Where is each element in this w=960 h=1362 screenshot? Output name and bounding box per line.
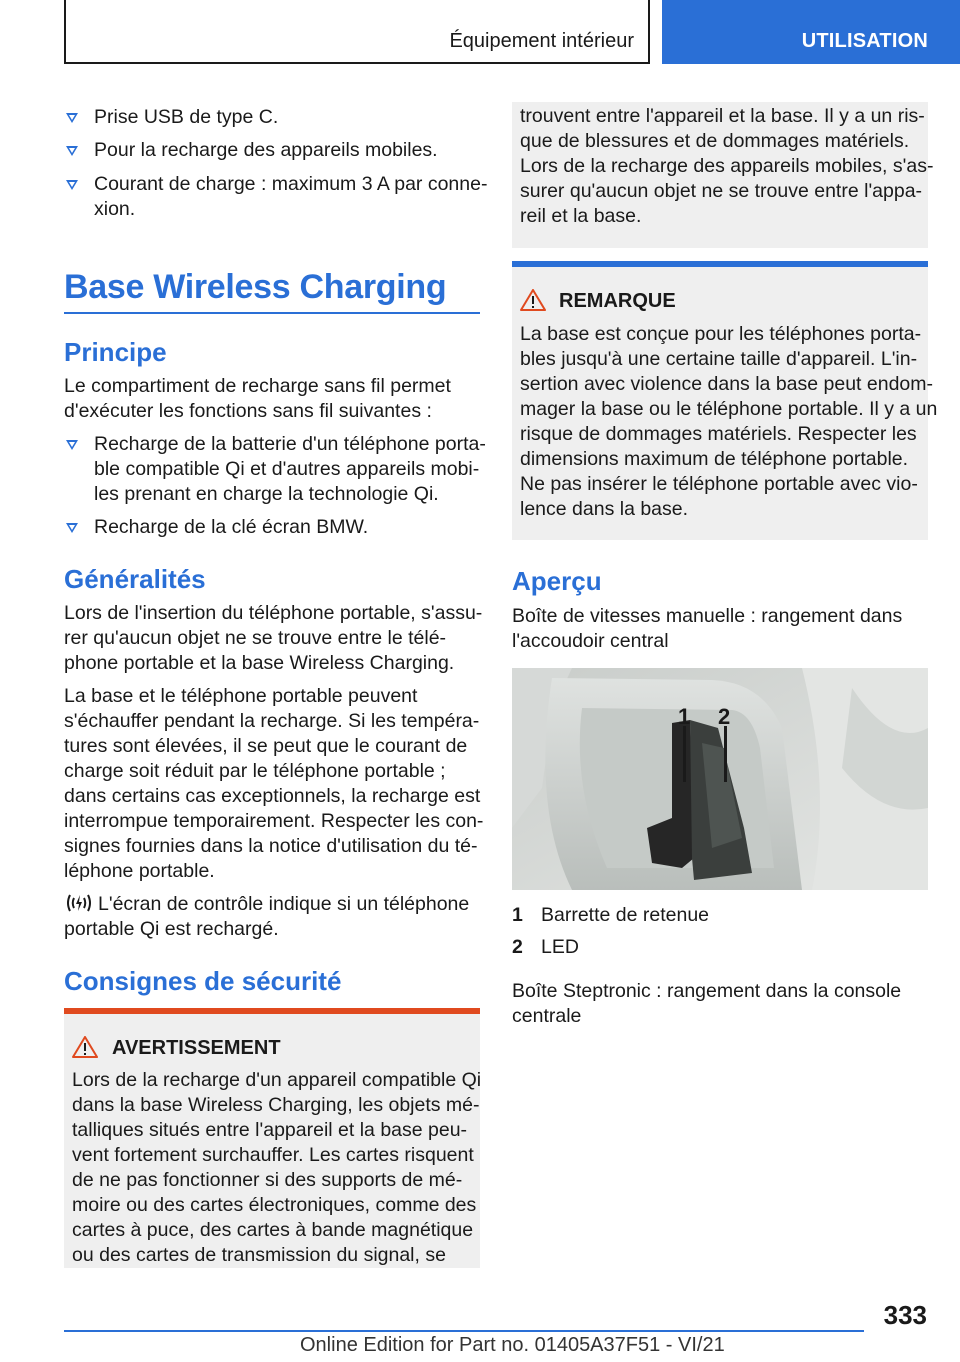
heading-securite: Consignes de sécurité (64, 966, 342, 996)
apercu-line-2: l'accoudoir central (512, 630, 669, 652)
principe-bullet1-line2: ble compatible Qi et d'autres appareils mobi- (94, 458, 480, 480)
generalites-p1-l3: phone portable et la base Wireless Charging. (64, 652, 455, 674)
header-section-title: UTILISATION (801, 30, 928, 52)
header-chapter-title: Équipement intérieur (449, 30, 634, 52)
apercu-line-1: Boîte de vitesses manuelle : rangement dans (512, 605, 903, 627)
generalites-p2-l3: tures sont élevées, il se peut que le courant de (64, 735, 468, 757)
warning-bar (64, 1008, 480, 1014)
icon-text-line2: portable Qi est rechargé. (64, 918, 279, 940)
warning-title: AVERTISSEMENT (112, 1037, 281, 1059)
principe-line-1: Le compartiment de recharge sans fil permet (64, 375, 451, 397)
heading-generalites: Généralités (64, 564, 206, 594)
warning-line-1: Lors de la recharge d'un appareil compatible Qi (72, 1069, 482, 1091)
usb-bullet-3-cont: xion. (94, 198, 136, 220)
note-line-6: dimensions maximum de téléphone portable. (520, 448, 909, 470)
heading-apercu: Aperçu (512, 566, 602, 596)
warning-line-3: talliques situés entre l'appareil et la base peu- (72, 1119, 468, 1141)
icon-text-line1: L'écran de contrôle indique si un téléphone (98, 893, 470, 915)
warning-cont-line-4: surer qu'aucun objet ne se trouve entre l'appa- (520, 180, 923, 202)
generalites-p2-l4: charge soit réduit par le téléphone portable ; (64, 760, 446, 782)
usb-bullet-1: Prise USB de type C. (94, 106, 279, 128)
footer-edition: Online Edition for Part no. 01405A37F51 - VI/21 (300, 1334, 725, 1356)
note-line-3: sertion avec violence dans la base peut endom- (520, 373, 934, 395)
note-bar (512, 261, 928, 267)
warning-cont-line-1: trouvent entre l'appareil et la base. Il y a un ris- (520, 105, 925, 127)
note-line-8: lence dans la base. (520, 498, 689, 520)
warning-line-4: vent fortement surchauffer. Les cartes risquent (72, 1144, 474, 1166)
bullet-triangle-icon (66, 523, 78, 533)
bullet-triangle-icon (66, 440, 78, 450)
footer-rule (64, 1330, 864, 1332)
note-line-2: bles jusqu'à une certaine taille d'appareil. L'in- (520, 348, 918, 370)
bullet-triangle-icon (66, 146, 78, 156)
principe-bullet1-line3: les prenant en charge la technologie Qi. (94, 483, 439, 505)
header-section-box (662, 0, 960, 64)
legend-num-1: 1 (512, 904, 523, 926)
legend-num-2: 2 (512, 936, 523, 958)
warning-line-7: cartes à puce, des cartes à bande magnétique (72, 1219, 474, 1241)
steptronic-line-2: centrale (512, 1005, 582, 1027)
armrest-storage-photo (512, 668, 928, 890)
generalites-p2-l7: signes fournies dans la notice d'utilisation du té- (64, 835, 478, 857)
photo-callout-1: 1 (678, 704, 691, 729)
warning-triangle-icon (72, 1036, 98, 1058)
header-chapter-box (64, 0, 650, 64)
principe-bullet2: Recharge de la clé écran BMW. (94, 516, 369, 538)
warning-cont-line-2: que de blessures et de dommages matériels. (520, 130, 910, 152)
generalites-p1-l2: rer qu'aucun objet ne se trouve entre le télé- (64, 627, 447, 649)
note-triangle-icon (520, 289, 546, 311)
section-title-rule (64, 312, 480, 314)
warning-line-8: ou des cartes de transmission du signal, se (72, 1244, 446, 1266)
generalites-p2-l5: dans certains cas exceptionnels, la recharge est (64, 785, 481, 807)
photo-callout-2: 2 (718, 704, 731, 729)
section-title: Base Wireless Charging (64, 268, 447, 306)
legend-text-2: LED (541, 936, 579, 958)
page-number: 333 (883, 1300, 927, 1330)
usb-bullet-2: Pour la recharge des appareils mobiles. (94, 139, 438, 161)
warning-cont-line-5: reil et la base. (520, 205, 642, 227)
usb-bullet-3: Courant de charge : maximum 3 A par conne- (94, 173, 488, 195)
wireless-charging-icon (66, 892, 92, 914)
warning-cont-line-3: Lors de la recharge des appareils mobiles, s'as- (520, 155, 934, 177)
note-line-1: La base est conçue pour les téléphones porta- (520, 323, 922, 345)
warning-line-2: dans la base Wireless Charging, les objets mé- (72, 1094, 480, 1116)
generalites-p2-l2: s'échauffer pendant la recharge. Si les tempéra- (64, 710, 480, 732)
generalites-p2-l8: léphone portable. (64, 860, 215, 882)
principe-line-2: d'exécuter les fonctions sans fil suivantes : (64, 400, 432, 422)
principe-bullet1-line1: Recharge de la batterie d'un téléphone porta- (94, 433, 486, 455)
warning-line-6: moire ou des cartes électroniques, comme des (72, 1194, 477, 1216)
generalites-p2-l1: La base et le téléphone portable peuvent (64, 685, 418, 707)
bullet-triangle-icon (66, 180, 78, 190)
generalites-p2-l6: interrompue temporairement. Respecter les con- (64, 810, 484, 832)
generalites-p1-l1: Lors de l'insertion du téléphone portable, s'assu- (64, 602, 483, 624)
note-line-4: mager la base ou le téléphone portable. Il y a un (520, 398, 938, 420)
note-line-5: risque de dommages matériels. Respecter les (520, 423, 917, 445)
note-title: REMARQUE (559, 290, 676, 312)
legend-text-1: Barrette de retenue (541, 904, 710, 926)
warning-line-5: de ne pas fonctionner si des supports de mé- (72, 1169, 463, 1191)
bullet-triangle-icon (66, 113, 78, 123)
steptronic-line-1: Boîte Steptronic : rangement dans la console (512, 980, 902, 1002)
heading-principe: Principe (64, 337, 167, 367)
note-line-7: Ne pas insérer le téléphone portable avec vio- (520, 473, 918, 495)
